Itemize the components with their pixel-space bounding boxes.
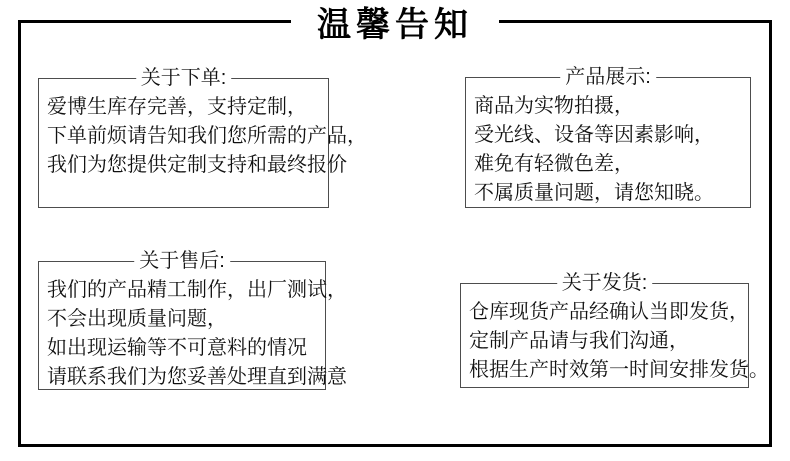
notice-box-order-header: 关于下单: (136, 65, 232, 91)
page-title: 温馨告知 (291, 6, 499, 44)
notice-line: 受光线、设备等因素影响， (474, 124, 714, 146)
notice-box-order-body (39, 79, 367, 180)
notice-box-display (465, 66, 751, 208)
notice-box-aftersale (38, 250, 347, 390)
notice-line: 我们为您提供定制支持和最终报价 (47, 154, 347, 176)
notice-line: 请联系我们为您妥善处理直到满意 (47, 366, 347, 388)
notice-line: 我们的产品精工制作，出厂测试， (47, 279, 347, 301)
notice-line: 不会出现质量问题， (47, 308, 227, 330)
notice-line: 爱博生库存完善，支持定制， (47, 96, 307, 118)
notice-line: 定制产品请与我们沟通， (469, 330, 689, 352)
notice-box-display-header: 产品展示: (560, 64, 656, 90)
notice-line: 如出现运输等不可意料的情况 (47, 337, 307, 359)
notice-line: 难免有轻微色差， (474, 153, 634, 175)
notice-line: 根据生产时效第一时间安排发货。 (469, 359, 769, 381)
notice-box-shipping (460, 272, 769, 388)
notice-line: 不属质量问题，请您知晓。 (474, 182, 714, 204)
notice-line: 商品为实物拍摄， (474, 95, 634, 117)
notice-box-aftersale-header: 关于售后: (134, 248, 230, 274)
notice-line: 仓库现货产品经确认当即发货， (469, 301, 749, 323)
notice-line: 下单前烦请告知我们您所需的产品， (47, 125, 367, 147)
notice-box-shipping-header: 关于发货: (557, 270, 653, 296)
notice-box-order (38, 67, 367, 208)
notice-box-display-body (466, 78, 750, 208)
notice-box-shipping-body (461, 284, 769, 385)
notice-box-aftersale-body (39, 262, 347, 392)
